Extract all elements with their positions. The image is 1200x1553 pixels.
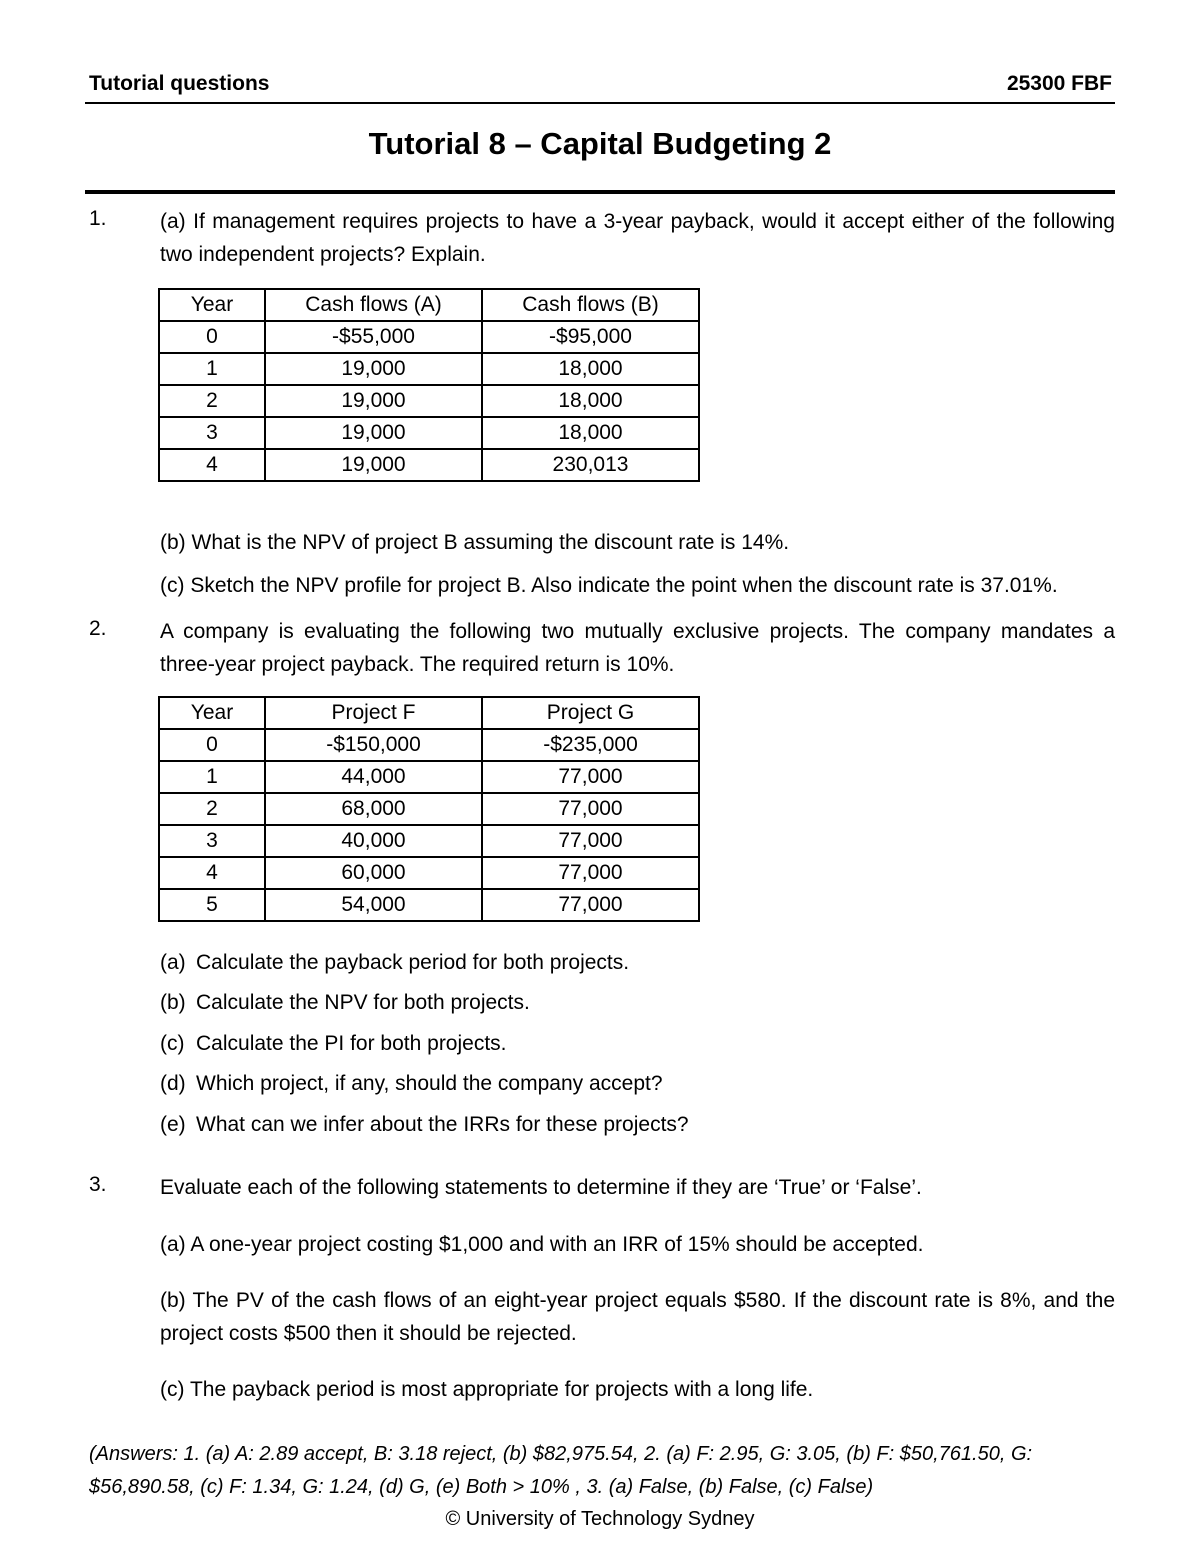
table-header-cell: Project G: [482, 697, 699, 729]
table-cell: 18,000: [482, 417, 699, 449]
table-cell: -$150,000: [265, 729, 482, 761]
question-2-part-a: [160, 948, 1115, 978]
question-3-text: Evaluate each of the following statements to determine if they are ‘True’ or ‘False’.: [160, 1176, 922, 1199]
question-3-part-c: (c) The payback period is most appropriate for projects with a long life.: [160, 1378, 814, 1401]
table-row: [159, 825, 699, 857]
table-cell: -$55,000: [265, 321, 482, 353]
table-cell: 77,000: [482, 857, 699, 889]
question-3-part-b: (b) The PV of the cash flows of an eight-year project equals $580. If the discount rate is 8%, and the project costs $500 then it should be rejected.: [160, 1289, 1115, 1345]
answers-block: (Answers: 1. (a) A: 2.89 accept, B: 3.18 reject, (b) $82,975.54, 2. (a) F: 2.95, G: 3.05, (b) F: $50,761.50, G: $56,890.58, (c) F: 1.34, G: 1.24, (d) G, (e) Both > 10% , 3. (a) False, (b) False, (c) False): [89, 1443, 1033, 1498]
table-header-cell: Year: [159, 289, 265, 321]
question-1-text: (a) If management requires projects to have a 3-year payback, would it accept either of the following two independent projects? Explain.: [160, 210, 1115, 266]
question-2-part-c: [160, 1029, 1115, 1059]
table-row: [159, 321, 699, 353]
table-row: [159, 353, 699, 385]
table-header-cell: Year: [159, 697, 265, 729]
table-header-cell: Cash flows (A): [265, 289, 482, 321]
table-cell: 4: [159, 449, 265, 481]
question-2-part-e: [160, 1110, 1115, 1140]
question-1-number: 1.: [89, 207, 107, 230]
table-cell: 5: [159, 889, 265, 921]
table-cell: 68,000: [265, 793, 482, 825]
table-cell: 1: [159, 761, 265, 793]
part-label: (a): [160, 951, 186, 974]
table-cell: 19,000: [265, 417, 482, 449]
table-cell: 44,000: [265, 761, 482, 793]
table-cell: 1: [159, 353, 265, 385]
table-cell: 3: [159, 825, 265, 857]
table-cell: -$95,000: [482, 321, 699, 353]
part-label: (d): [160, 1072, 186, 1095]
table-row: [159, 889, 699, 921]
table-cell: 2: [159, 793, 265, 825]
part-text: Calculate the payback period for both projects.: [196, 951, 630, 974]
part-text: Calculate the NPV for both projects.: [196, 991, 530, 1014]
table-cell: 2: [159, 385, 265, 417]
table-header-cell: Cash flows (B): [482, 289, 699, 321]
question-2-part-d: [160, 1069, 1115, 1099]
header-course-code: 25300 FBF: [1006, 72, 1112, 95]
table-cell: 77,000: [482, 761, 699, 793]
table-cell: 0: [159, 729, 265, 761]
title-divider: [85, 190, 1115, 194]
header-course-label: Tutorial questions: [89, 72, 270, 95]
table-row: [159, 417, 699, 449]
table-cell: 3: [159, 417, 265, 449]
question-2-number: 2.: [89, 617, 107, 640]
table-cell: 60,000: [265, 857, 482, 889]
part-text: What can we infer about the IRRs for these projects?: [196, 1113, 689, 1136]
table-cell: 54,000: [265, 889, 482, 921]
table-cell: 18,000: [482, 353, 699, 385]
header-divider: [85, 102, 1115, 104]
table-cell: 77,000: [482, 793, 699, 825]
table-header-row: [159, 697, 699, 729]
question-3-part-a: (a) A one-year project costing $1,000 and with an IRR of 15% should be accepted.: [160, 1233, 924, 1256]
table-row: [159, 385, 699, 417]
question-2-part-b: [160, 988, 1115, 1018]
question-2-text: A company is evaluating the following two mutually exclusive projects. The company mandates a three-year project payback. The required return is 10%.: [160, 620, 1115, 676]
part-text: Calculate the PI for both projects.: [196, 1032, 507, 1055]
question-2-table: [158, 696, 700, 922]
part-text: Which project, if any, should the company accept?: [196, 1072, 663, 1095]
table-cell: 4: [159, 857, 265, 889]
table-cell: 19,000: [265, 353, 482, 385]
table-header-row: [159, 289, 699, 321]
question-3-number: 3.: [89, 1173, 107, 1196]
page-title: Tutorial 8 – Capital Budgeting 2: [368, 126, 832, 161]
question-1-table: [158, 288, 700, 482]
table-cell: 18,000: [482, 385, 699, 417]
part-label: (c): [160, 1032, 185, 1055]
table-cell: 77,000: [482, 889, 699, 921]
table-cell: -$235,000: [482, 729, 699, 761]
table-cell: 19,000: [265, 385, 482, 417]
table-row: [159, 449, 699, 481]
table-cell: 230,013: [482, 449, 699, 481]
question-1-part-c: (c) Sketch the NPV profile for project B. Also indicate the point when the discount rate is 37.01%.: [160, 574, 1058, 597]
table-cell: 0: [159, 321, 265, 353]
table-header-cell: Project F: [265, 697, 482, 729]
table-row: [159, 857, 699, 889]
part-label: (e): [160, 1113, 186, 1136]
footer-copyright: © University of Technology Sydney: [445, 1508, 755, 1530]
table-cell: 19,000: [265, 449, 482, 481]
table-cell: 77,000: [482, 825, 699, 857]
table-cell: 40,000: [265, 825, 482, 857]
table-row: [159, 793, 699, 825]
part-label: (b): [160, 991, 186, 1014]
question-1-part-b: (b) What is the NPV of project B assuming the discount rate is 14%.: [160, 531, 790, 554]
table-row: [159, 761, 699, 793]
table-row: [159, 729, 699, 761]
